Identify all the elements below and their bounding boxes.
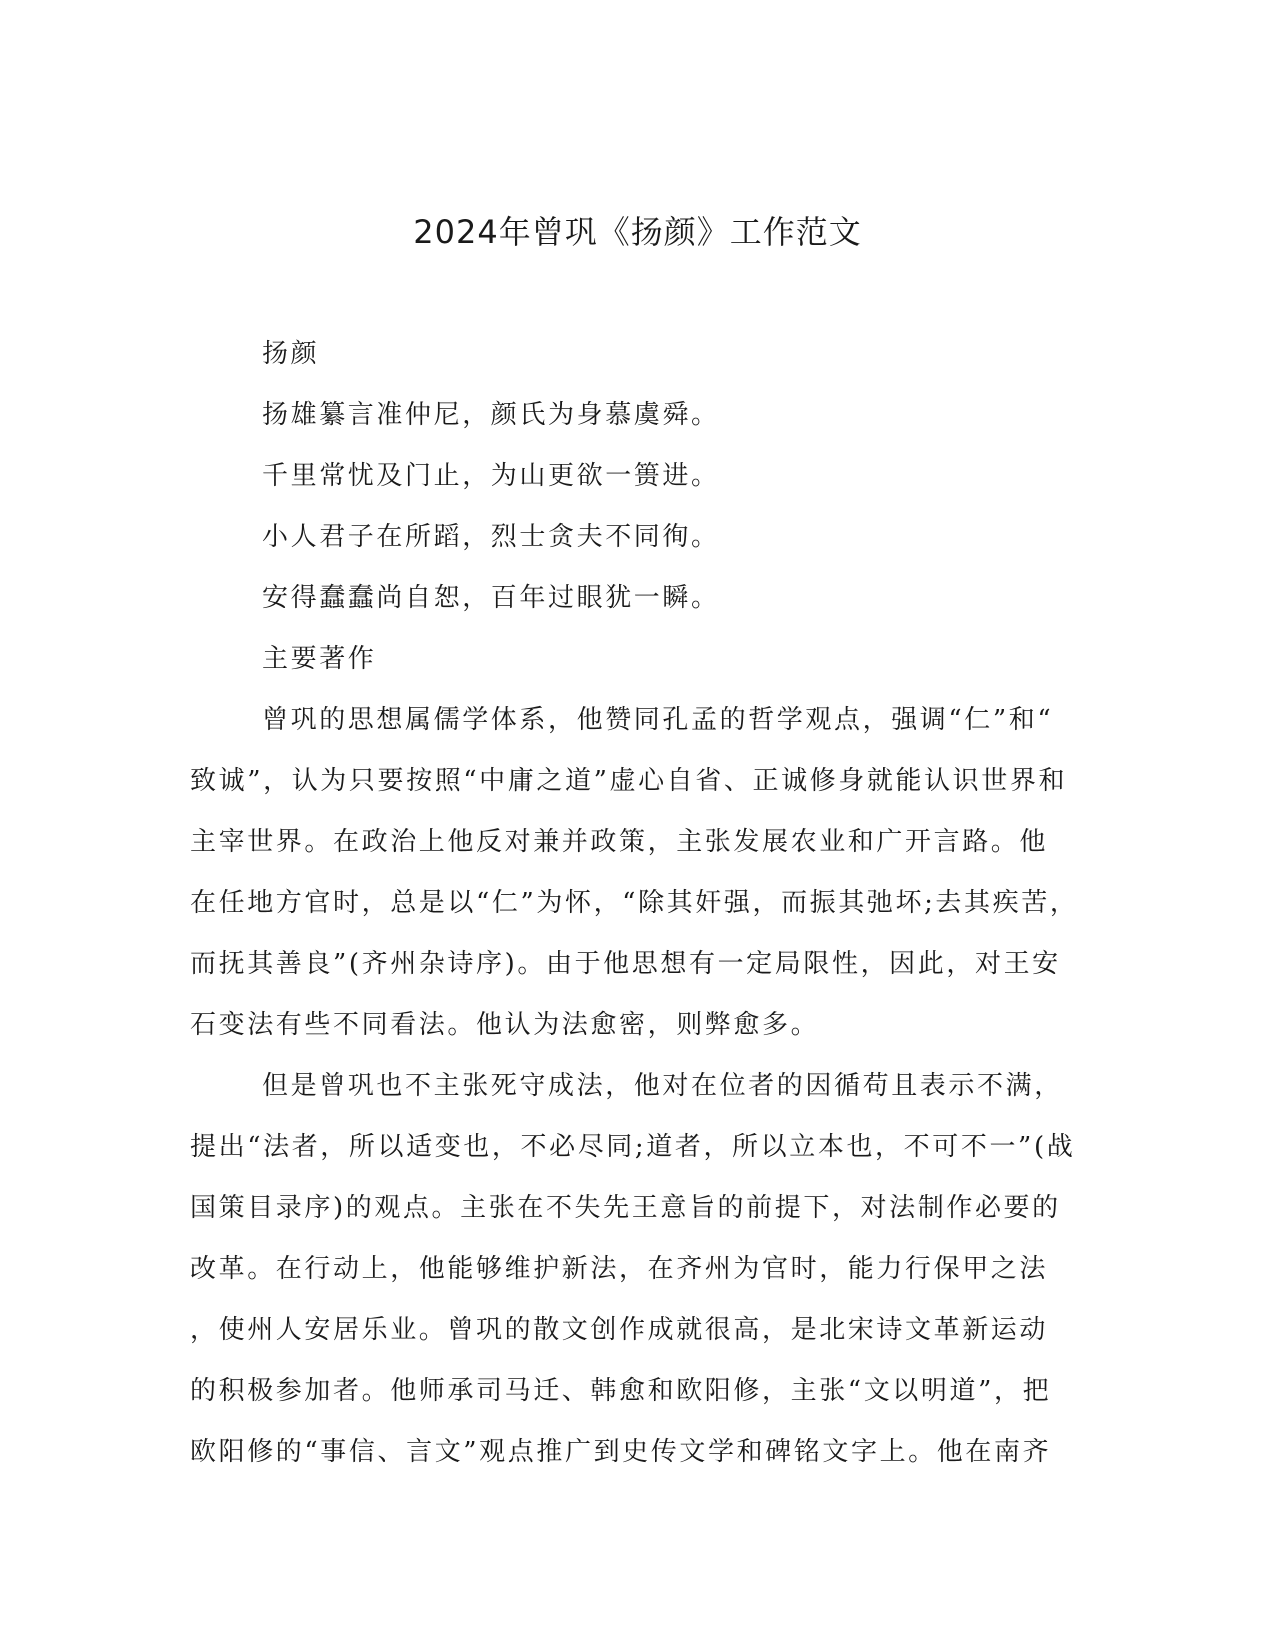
paragraph-2-line-1: 但是曾巩也不主张死守成法，他对在位者的因循苟且表示不满， bbox=[262, 1071, 1063, 1101]
document-title: 2024年曾巩《扬颜》工作范文 bbox=[413, 213, 862, 251]
poem-line-4: 安得蠢蠢尚自恕，百年过眼犹一瞬。 bbox=[262, 583, 720, 613]
document-body bbox=[190, 324, 1082, 1483]
paragraph-1-line-2: 致诚”，认为只要按照“中庸之道”虚心自省、正诚修身就能认识世界和 bbox=[190, 766, 1068, 796]
paragraph-2-line-4: 改革。在行动上，他能够维护新法，在齐州为官时，能力行保甲之法 bbox=[190, 1254, 1049, 1284]
paragraph-1-line-6: 石变法有些不同看法。他认为法愈密，则弊愈多。 bbox=[190, 1010, 820, 1040]
paragraph-1-line-1: 曾巩的思想属儒学体系，他赞同孔孟的哲学观点，强调“仁”和“ bbox=[262, 705, 1054, 735]
poem-line-1: 扬雄纂言准仲尼，颜氏为身慕虞舜。 bbox=[262, 400, 720, 430]
paragraph-2-line-5: ，使州人安居乐业。曾巩的散文创作成就很高，是北宋诗文革新运动 bbox=[190, 1315, 1049, 1345]
paragraph-2-line-3: 国策目录序)的观点。主张在不失先王意旨的前提下，对法制作必要的 bbox=[190, 1193, 1061, 1223]
paragraph-2-line-2: 提出“法者，所以适变也，不必尽同;道者，所以立本也，不可不一”(战 bbox=[190, 1132, 1076, 1162]
paragraph-2-line-6: 的积极参加者。他师承司马迁、韩愈和欧阳修，主张“文以明道”，把 bbox=[190, 1376, 1052, 1406]
poem-line-2: 千里常忧及门止，为山更欲一篑进。 bbox=[262, 461, 720, 491]
paragraph-1-line-3: 主宰世界。在政治上他反对兼并政策，主张发展农业和广开言路。他 bbox=[190, 827, 1049, 857]
paragraph-1-line-5: 而抚其善良”(齐州杂诗序)。由于他思想有一定局限性，因此，对王安 bbox=[190, 949, 1061, 979]
paragraph-2-line-7: 欧阳修的“事信、言文”观点推广到史传文学和碑铭文字上。他在南齐 bbox=[190, 1437, 1052, 1467]
poem-title: 扬颜 bbox=[262, 339, 320, 369]
paragraph-1-line-4: 在任地方官时，总是以“仁”为怀，“除其奸强，而振其弛坏;去其疾苦， bbox=[190, 888, 1079, 918]
section-heading-works: 主要著作 bbox=[262, 644, 377, 674]
poem-line-3: 小人君子在所蹈，烈士贪夫不同徇。 bbox=[262, 522, 720, 552]
